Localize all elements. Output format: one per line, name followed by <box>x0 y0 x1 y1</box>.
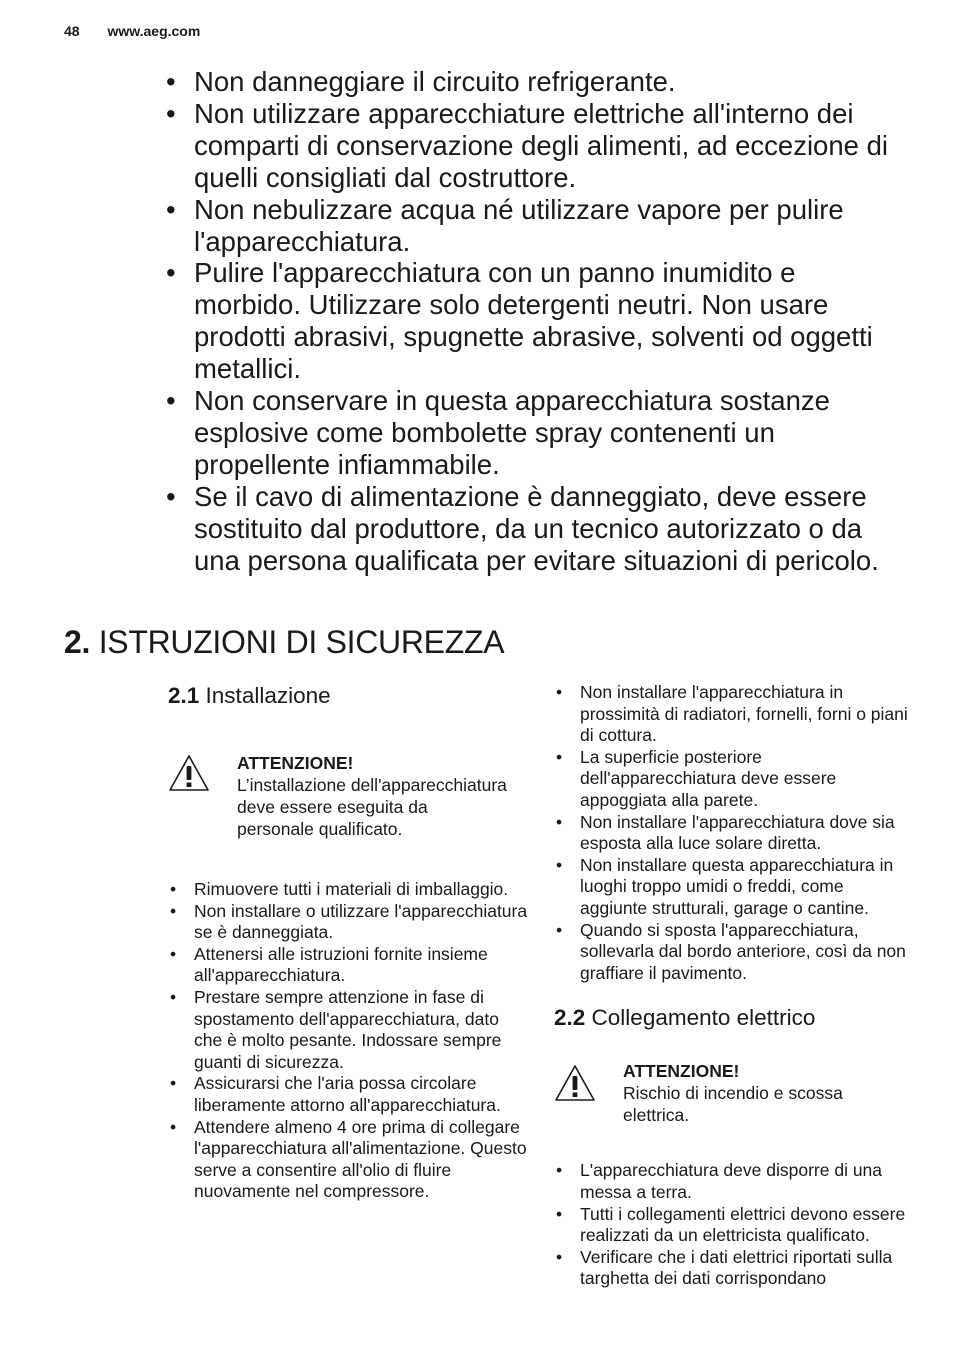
subsection-heading-collegamento-elettrico <box>554 1004 914 1032</box>
section-heading <box>64 624 504 661</box>
subsection-number: 2.2 <box>554 1005 586 1031</box>
list-item: • Non installare questa apparecchiatura in luoghi troppo umidi o freddi, come aggiunte strutturali, garage o cantine. <box>554 855 914 920</box>
list-item: • L'apparecchiatura deve disporre di una messa a terra. <box>554 1160 914 1203</box>
list-item: • Non danneggiare il circuito refrigerante. <box>166 66 906 98</box>
subsection-title: Installazione <box>205 683 331 708</box>
warning-title: ATTENZIONE! <box>623 1061 740 1082</box>
right-column <box>554 682 914 1290</box>
website-url: www.aeg.com <box>107 23 201 39</box>
warning-box <box>168 710 528 839</box>
list-item: • Se il cavo di alimentazione è danneggiato, deve essere sostituito dal produttore, da un tecnico autorizzato o da una persona qualificata per evitare situazioni di pericolo. <box>166 481 906 577</box>
section-number: 2. <box>64 624 91 660</box>
list-item: • Verificare che i dati elettrici riportati sulla targhetta dei dati corrispondano <box>554 1247 914 1290</box>
collegamento-bullet-list <box>554 1160 914 1290</box>
installazione-bullet-list-continued <box>554 682 914 984</box>
list-item: • Quando si sposta l'apparecchiatura, sollevarla dal bordo anteriore, così da non graffiare il pavimento. <box>554 920 914 985</box>
list-item: • Non installare l'apparecchiatura dove sia esposta alla luce solare diretta. <box>554 812 914 855</box>
subsection-heading-installazione <box>168 682 528 710</box>
intro-bullet-list <box>166 66 906 577</box>
left-column <box>168 682 528 1203</box>
subsection-number: 2.1 <box>168 683 200 708</box>
list-item: • La superficie posteriore dell'apparecchiatura deve essere appoggiata alla parete. <box>554 747 914 812</box>
warning-box <box>554 1032 914 1126</box>
list-item: • Pulire l'apparecchiatura con un panno inumidito e morbido. Utilizzare solo detergenti neutri. Non usare prodotti abrasivi, spugnette abrasive, solventi od oggetti metallici. <box>166 257 906 385</box>
warning-text <box>237 752 507 840</box>
list-item: • Attenersi alle istruzioni fornite insieme all'apparecchiatura. <box>168 944 528 987</box>
list-item: • Attendere almeno 4 ore prima di collegare l'apparecchiatura all'alimentazione. Questo serve a consentire all'olio di fluire nuovamente nel compressore. <box>168 1117 528 1203</box>
list-item: • Rimuovere tutti i materiali di imballaggio. <box>168 879 528 901</box>
warning-triangle-icon <box>554 1064 596 1102</box>
list-item: • Non installare o utilizzare l'apparecchiatura se è danneggiata. <box>168 901 528 944</box>
list-item: • Non installare l'apparecchiatura in prossimità di radiatori, fornelli, forni o piani di cottura. <box>554 682 914 747</box>
page-header <box>64 23 200 39</box>
section-title: ISTRUZIONI DI SICUREZZA <box>98 624 505 660</box>
warning-body: Rischio di incendio e scossa elettrica. <box>623 1083 843 1126</box>
warning-text <box>623 1060 893 1126</box>
warning-body: L’installazione dell'apparecchiatura deve essere eseguita da personale qualificato. <box>237 775 507 839</box>
warning-title: ATTENZIONE! <box>237 753 354 773</box>
warning-triangle-icon <box>168 754 210 792</box>
list-item: • Non utilizzare apparecchiature elettriche all'interno dei comparti di conservazione degli alimenti, ad eccezione di quelli consigliati dal costruttore. <box>166 98 906 194</box>
installazione-bullet-list <box>168 879 528 1203</box>
list-item: • Non nebulizzare acqua né utilizzare vapore per pulire l'apparecchiatura. <box>166 194 906 258</box>
list-item: • Prestare sempre attenzione in fase di spostamento dell'apparecchiatura, dato che è molto pesante. Indossare sempre guanti di sicurezza. <box>168 987 528 1073</box>
page-number: 48 <box>64 23 80 39</box>
list-item: • Non conservare in questa apparecchiatura sostanze esplosive come bombolette spray contenenti un propellente infiammabile. <box>166 385 906 481</box>
subsection-title: Collegamento elettrico <box>591 1005 816 1031</box>
list-item: • Assicurarsi che l'aria possa circolare liberamente attorno all'apparecchiatura. <box>168 1073 528 1116</box>
list-item: • Tutti i collegamenti elettrici devono essere realizzati da un elettricista qualificato. <box>554 1204 914 1247</box>
